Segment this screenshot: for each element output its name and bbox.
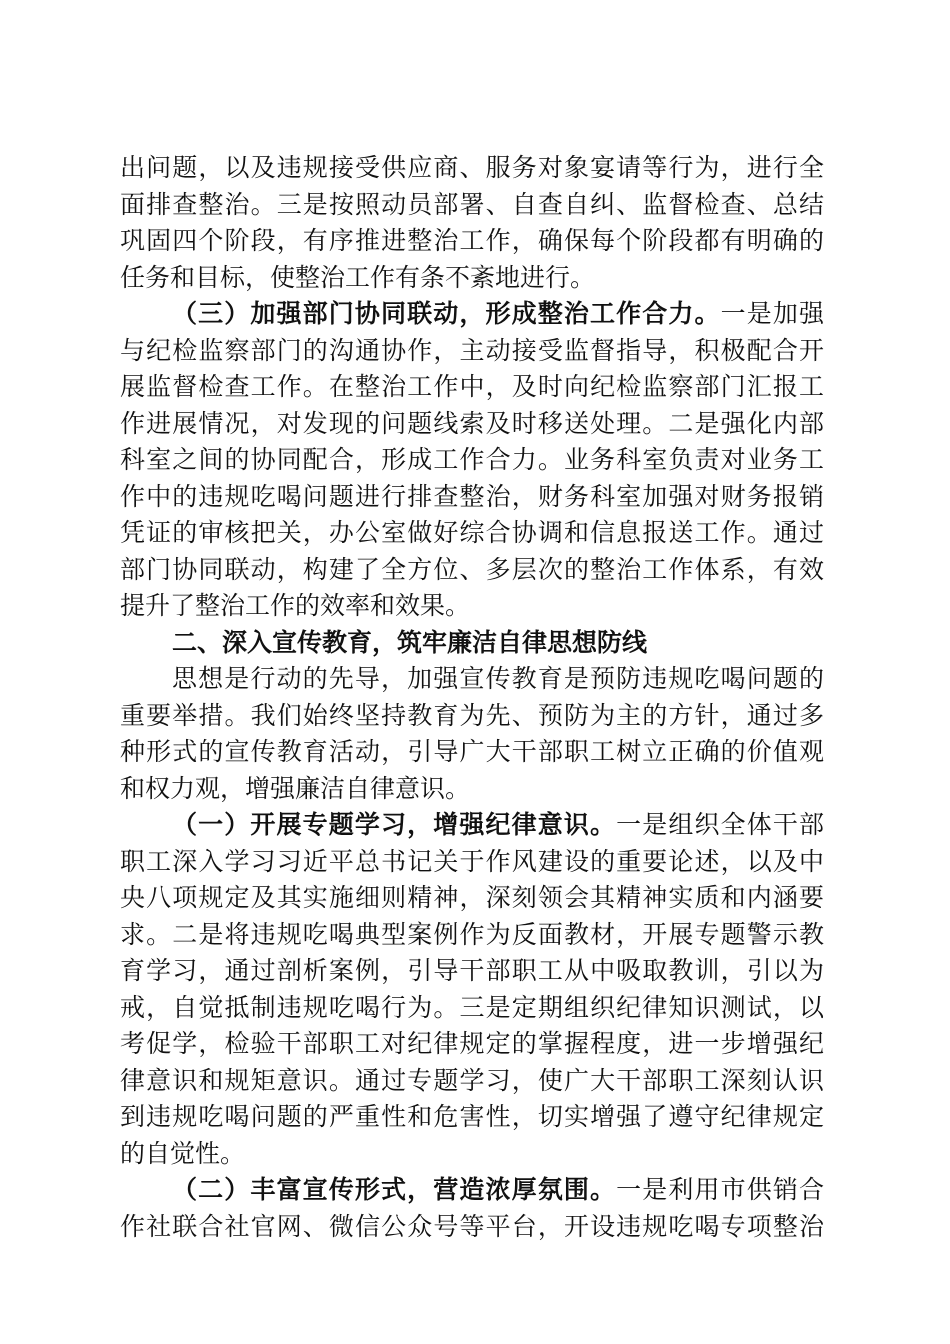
text-line (120, 296, 824, 333)
paragraph-section-three (120, 296, 824, 625)
text-line: 和权力观，增强廉洁自律意识。 (120, 773, 471, 803)
text-line: 巩固四个阶段，有序推进整治工作，确保每个阶段都有明确的 (120, 226, 824, 255)
text-line: 科室之间的协同配合，形成工作合力。业务科室负责对业务工 (120, 445, 824, 474)
text-line: 出问题，以及违规接受供应商、服务对象宴请等行为，进行全 (120, 153, 824, 182)
text-line: 央八项规定及其实施细则精神，深刻领会其精神实质和内涵要 (120, 883, 824, 912)
text-line: 作中的违规吃喝问题进行排查整治，财务科室加强对财务报销 (120, 481, 824, 511)
text-line (120, 1172, 824, 1209)
text-line: 部门协同联动，构建了全方位、多层次的整治工作体系，有效 (120, 554, 824, 584)
section-three-lead: 一是加强 (720, 299, 824, 328)
paragraph-subsection-one (120, 807, 824, 1172)
section-three-title: （三）加强部门协同联动，形成整治工作合力。 (172, 299, 721, 328)
text-line: 凭证的审核把关，办公室做好综合协调和信息报送工作。通过 (120, 518, 824, 547)
text-line: 种形式的宣传教育活动，引导广大干部职工树立正确的价值观 (120, 737, 824, 766)
subsection-one-lead: 一是组织全体干部 (616, 810, 824, 839)
text-line: 戒，自觉抵制违规吃喝行为。三是定期组织纪律知识测试，以 (120, 992, 824, 1022)
document-body (120, 150, 824, 1245)
paragraph-subsection-two (120, 1172, 824, 1245)
subsection-one-title: （一）开展专题学习，增强纪律意识。 (172, 810, 617, 839)
text-line: 求。二是将违规吃喝典型案例作为反面教材，开展专题警示教 (120, 919, 824, 949)
subsection-two-title: （二）丰富宣传形式，营造浓厚氛围。 (172, 1175, 617, 1204)
paragraph-continued (120, 150, 824, 296)
text-line: 职工深入学习习近平总书记关于作风建设的重要论述，以及中 (120, 846, 824, 876)
paragraph-intro (120, 661, 824, 807)
section-heading: 二、深入宣传教育，筑牢廉洁自律思想防线 (172, 627, 648, 657)
text-line: 的自觉性。 (120, 1138, 246, 1168)
text-line: 展监督检查工作。在整治工作中，及时向纪检监察部门汇报工 (120, 372, 824, 401)
text-line: 作进展情况，对发现的问题线索及时移送处理。二是强化内部 (120, 408, 824, 438)
text-line: 到违规吃喝问题的严重性和危害性，切实增强了遵守纪律规定 (120, 1102, 824, 1131)
text-line: 作社联合社官网、微信公众号等平台，开设违规吃喝专项整治 (120, 1211, 824, 1241)
text-line: 提升了整治工作的效率和效果。 (120, 591, 471, 620)
text-line: 与纪检监察部门的沟通协作，主动接受监督指导，积极配合开 (120, 335, 824, 365)
text-line: 重要举措。我们始终坚持教育为先、预防为主的方针，通过多 (120, 700, 824, 730)
text-line: 思想是行动的先导，加强宣传教育是预防违规吃喝问题的 (172, 664, 824, 693)
text-line: 面排查整治。三是按照动员部署、自查自纠、监督检查、总结 (120, 189, 824, 219)
subsection-two-lead: 一是利用市供销合 (616, 1175, 824, 1204)
text-line: 育学习，通过剖析案例，引导干部职工从中吸取教训，引以为 (120, 956, 824, 985)
text-line: 考促学，检验干部职工对纪律规定的掌握程度，进一步增强纪 (120, 1029, 824, 1058)
text-line (120, 807, 824, 844)
text-line: 任务和目标，使整治工作有条不紊地进行。 (120, 262, 596, 292)
text-line: 律意识和规矩意识。通过专题学习，使广大干部职工深刻认识 (120, 1065, 824, 1095)
